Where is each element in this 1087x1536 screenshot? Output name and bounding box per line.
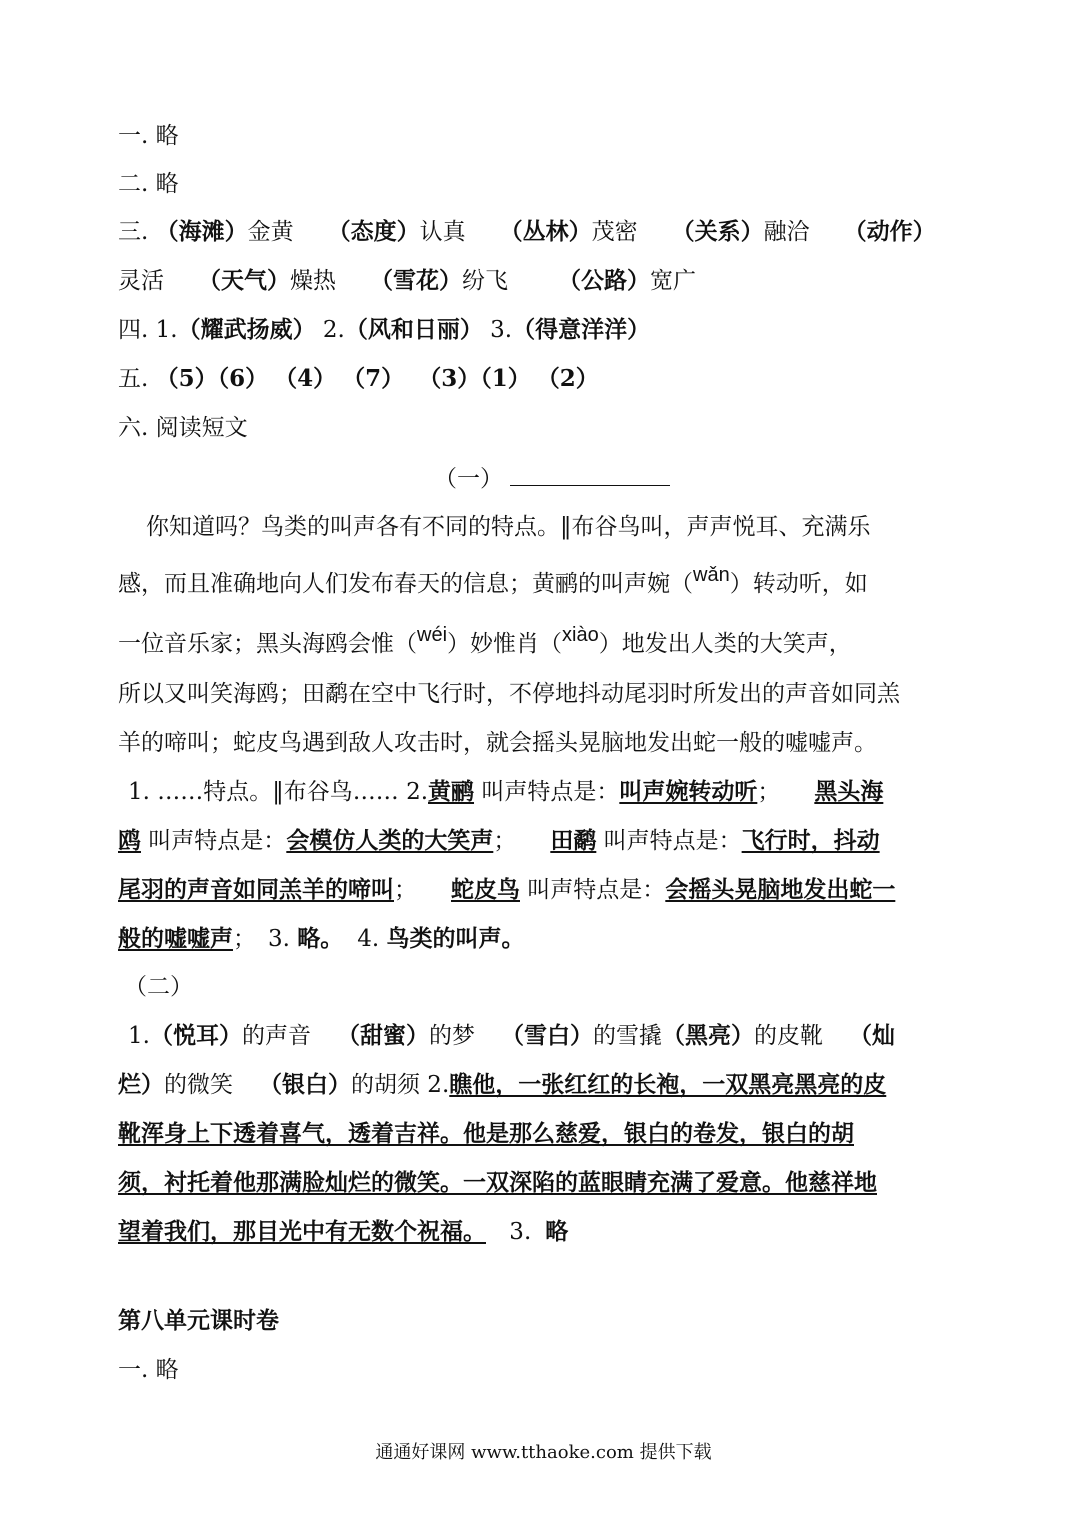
- section-label: 四. 1.: [118, 317, 178, 343]
- bird-name: 黑头海: [814, 778, 884, 805]
- description-answer: 望着我们，那目光中有无数个祝福。: [118, 1218, 486, 1245]
- description-answer: 须，衬托着他那满脸灿烂的微笑。一双深陷的蓝眼睛充满了爱意。他慈祥地: [118, 1169, 877, 1196]
- idiom-answer: （风和日丽）: [344, 316, 483, 343]
- answer-section-1: 一. 略: [118, 123, 179, 149]
- passage-line: 所以又叫笑海鸥；田鹬在空中飞行时，不停地抖动尾羽时所发出的声音如同羔: [118, 681, 900, 707]
- page-footer: 通通好课网 www.tthaoke.com 提供下载: [375, 1442, 712, 1463]
- word-value: 的胡须 2.: [351, 1072, 450, 1098]
- word-value: 纷飞: [462, 268, 508, 294]
- word-value: 金黄: [247, 219, 294, 245]
- description-answer: 瞧他，一张红红的长袍，一双黑亮黑亮的皮: [449, 1071, 887, 1098]
- word-key: （悦耳）: [149, 1022, 242, 1049]
- word-key: （灿: [848, 1022, 895, 1049]
- word-key: （关系）: [671, 218, 764, 245]
- order-answer: （5）: [155, 365, 218, 392]
- pinyin-annotation: xiào: [562, 624, 599, 646]
- answer-text: 叫声特点是：: [474, 779, 620, 805]
- passage-text: ）转动听，如: [729, 571, 868, 597]
- word-value: 的梦: [428, 1023, 475, 1049]
- passage-line: 你知道吗？鸟类的叫声各有不同的特点。‖布谷鸟叫，声声悦耳、充满乐: [146, 514, 871, 540]
- section-label: 五.: [118, 366, 156, 392]
- order-answer: （4）: [274, 365, 337, 392]
- passage-line: [118, 624, 852, 662]
- word-value: 灵活: [118, 268, 164, 294]
- answer-section-5: [118, 362, 599, 396]
- item-number: 3.: [502, 1219, 532, 1245]
- item-number: 4.: [357, 926, 387, 952]
- section-label: 三.: [118, 219, 156, 245]
- order-answer: （2）: [536, 365, 599, 392]
- call-feature: 会摇头晃脑地发出蛇一: [665, 876, 896, 903]
- answers-one-line-1: [128, 775, 883, 809]
- answer-section-4: [118, 313, 650, 347]
- idiom-answer: （得意洋洋）: [512, 316, 651, 343]
- order-answer: （6）: [217, 365, 269, 392]
- word-key: （天气）: [198, 267, 290, 294]
- item-number: 1.: [128, 1023, 150, 1049]
- answers-two-line-2: [118, 1068, 886, 1102]
- word-key: （公路）: [558, 267, 650, 294]
- word-value: 融洽: [763, 219, 810, 245]
- description-answer: 靴浑身上下透着喜气，透着吉祥。他是那么慈爱，银白的卷发，银白的胡: [118, 1120, 854, 1147]
- answer-text: 叫声特点是：: [141, 828, 287, 854]
- call-feature: 飞行时，抖动: [741, 827, 880, 854]
- idiom-answer: （耀武扬威）: [177, 316, 316, 343]
- bird-name: 田鹬: [550, 827, 597, 854]
- word-key: （海滩）: [155, 218, 248, 245]
- unit-heading: 第八单元课时卷: [118, 1307, 279, 1334]
- word-value: 的声音: [241, 1023, 311, 1049]
- passage-line: [118, 564, 868, 602]
- word-key: （甜蜜）: [336, 1022, 429, 1049]
- word-key: （雪花）: [370, 267, 462, 294]
- answer-section-3-cont: [118, 264, 696, 298]
- separator: ；: [233, 926, 256, 952]
- order-answer: （3）: [418, 365, 481, 392]
- item-number: 2.: [315, 317, 345, 343]
- bird-name: 鸥: [118, 827, 141, 854]
- word-value: 的皮靴: [753, 1023, 823, 1049]
- item-number: 3.: [482, 317, 513, 343]
- answer-text: 叫声特点是：: [596, 828, 742, 854]
- answer-text: 略: [545, 1218, 569, 1245]
- word-key: （动作）: [843, 218, 936, 245]
- word-key: （雪白）: [500, 1022, 593, 1049]
- word-key: （丛林）: [499, 218, 592, 245]
- passage-text: 一位音乐家；黑头海鸥会惟（: [118, 631, 417, 657]
- call-feature: 般的嘘嘘声: [118, 925, 233, 952]
- word-value: 的雪撬: [592, 1023, 662, 1049]
- order-answer: （1）: [480, 365, 531, 392]
- passage-two-title: （二）: [124, 974, 193, 1000]
- answer-text: 鸟类的叫声。: [386, 925, 525, 952]
- pinyin-annotation: wǎn: [693, 564, 730, 586]
- passage-one-title: [434, 461, 670, 496]
- word-value: 茂密: [591, 219, 638, 245]
- word-key: 烂）: [118, 1071, 164, 1098]
- bird-name: 蛇皮鸟: [451, 876, 520, 903]
- separator: ；: [394, 877, 417, 903]
- answers-two-line-1: [128, 1019, 895, 1053]
- separator: ；: [757, 779, 781, 805]
- answer-text: 叫声特点是：: [520, 877, 666, 903]
- word-value: 的微笑: [164, 1072, 233, 1098]
- order-answer: （7）: [342, 365, 405, 392]
- answer-section-3: [118, 215, 936, 249]
- word-key: （黑亮）: [661, 1022, 754, 1049]
- passage-text: ）妙惟肖（: [447, 631, 563, 657]
- call-feature: 叫声婉转动听: [619, 778, 758, 805]
- passage-number: （一）: [434, 466, 503, 492]
- passage-text: ）地发出人类的大笑声，: [598, 631, 852, 657]
- word-value: 宽广: [650, 268, 696, 294]
- word-key: （银白）: [259, 1071, 351, 1098]
- answers-one-line-2: [118, 824, 880, 858]
- answers-two-line-5: [118, 1215, 568, 1249]
- answer-text: 略。: [297, 925, 344, 952]
- answer-section-2: 二. 略: [118, 171, 179, 197]
- unit8-section-1: 一. 略: [118, 1357, 179, 1383]
- answer-text: 1. ……特点。‖布谷鸟…… 2.: [128, 779, 429, 805]
- call-feature: 尾羽的声音如同羔羊的啼叫: [118, 876, 394, 903]
- pinyin-annotation: wéi: [417, 624, 448, 646]
- answer-section-6: 六. 阅读短文: [118, 415, 248, 441]
- passage-text: 感，而且准确地向人们发布春天的信息；黄鹂的叫声婉（: [118, 571, 693, 597]
- bird-name: 黄鹂: [428, 778, 475, 805]
- answers-one-line-4: [118, 922, 525, 956]
- passage-line: 羊的啼叫；蛇皮鸟遇到敌人攻击时，就会摇头晃脑地发出蛇一般的嘘嘘声。: [118, 730, 877, 756]
- word-value: 认真: [419, 219, 466, 245]
- word-key: （态度）: [327, 218, 420, 245]
- call-feature: 会模仿人类的大笑声: [286, 827, 494, 854]
- item-number: 3.: [268, 926, 298, 952]
- title-blank: [510, 461, 670, 486]
- word-value: 燥热: [290, 268, 336, 294]
- separator: ；: [493, 828, 517, 854]
- answers-one-line-3: [118, 873, 895, 907]
